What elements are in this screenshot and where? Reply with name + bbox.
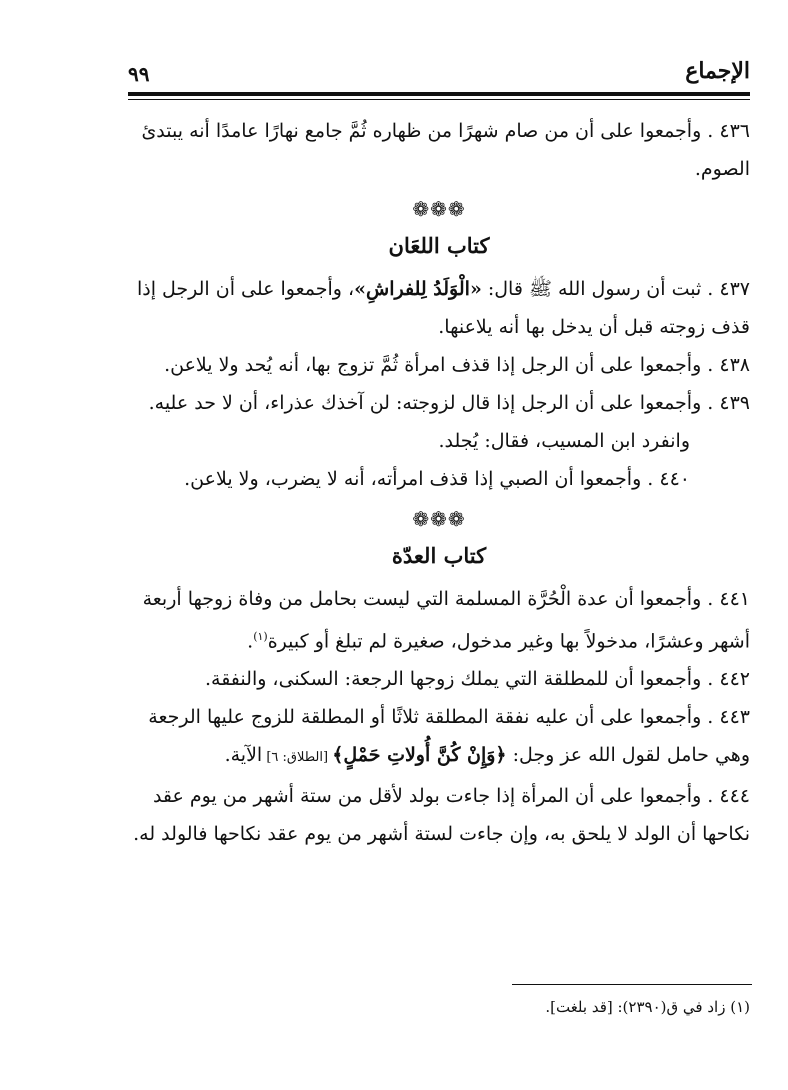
footnote: (١) زاد في ق(٢٣٩٠): [قد بلغت]. <box>545 998 750 1016</box>
paragraph-439: ٤٣٩ . وأجمعوا على أن الرجل إذا قال لزوجته: لن آخذك عذراء، أن لا حد عليه. <box>148 392 750 414</box>
paragraph-438: ٤٣٨ . وأجمعوا على أن الرجل إذا قذف امرأة ثُمَّ تزوج بها، أنه يُحد ولا يلاعن. <box>164 354 750 376</box>
paragraph-444: ٤٤٤ . وأجمعوا على أن المرأة إذا جاءت بولد لأقل من ستة أشهر من يوم عقد نكاحها أن الولد لا يلحق به، وإن جاءت لستة أشهر من يوم عقد نكاحها فالولد له. <box>133 785 750 846</box>
paragraph-443 <box>128 698 750 777</box>
paragraph-442: ٤٤٢ . وأجمعوا أن للمطلقة التي يملك زوجها الرجعة: السكنى، والنفقة. <box>204 668 750 691</box>
paragraph-443-end: الآية. <box>224 744 263 767</box>
hadith-quote: «الْوَلَدُ لِلفراشِ» <box>354 278 482 300</box>
paragraph-437-start: ٤٣٧ . ثبت أن رسول الله ﷺ قال: <box>481 278 750 300</box>
header-rule-thick <box>128 92 750 96</box>
paragraph-441-end: . <box>247 630 254 653</box>
paragraph-437 <box>128 270 750 346</box>
paragraph-437-end: ، وأجمعوا على أن الرجل إذا قذف زوجته قبل أن يدخل بها أنه يلاعنها. <box>136 278 750 338</box>
header-rule-thin <box>128 99 750 100</box>
chapter-title-idda: كتاب العدّة <box>391 543 487 568</box>
section-ornament: ❁❁❁ <box>412 507 466 531</box>
paragraph-440: ٤٤٠ . وأجمعوا أن الصبي إذا قذف امرأته، أنه لا يضرب، ولا يلاعن. <box>184 468 690 490</box>
chapter-title-lian: كتاب اللعَان <box>388 233 490 258</box>
quran-reference: [الطلاق: ٦] <box>262 750 333 766</box>
quran-quote: ﴿وَإِنْ كُنَّ أُولاتِ حَمْلٍ﴾ <box>332 744 507 767</box>
page-header <box>128 52 750 92</box>
paragraph-439-note: وانفرد ابن المسيب، فقال: يُجلد. <box>438 430 690 452</box>
paragraph-436: ٤٣٦ . وأجمعوا على أن من صام شهرًا من ظهاره ثُمَّ جامع نهارًا عامدًا أنه يبتدئ الصوم. <box>141 120 750 180</box>
paragraph-441-text: ٤٤١ . وأجمعوا أن عدة الْحُرَّة المسلمة التي ليست بحامل من وفاة زوجها أربعة أشهر وعشرًا، مدخولاً بها وغير مدخول، صغيرة لم تبلغ أو كبيرة <box>142 588 750 653</box>
page-number: ٩٩ <box>128 62 150 86</box>
footnote-separator <box>512 984 752 985</box>
paragraph-443-start: ٤٤٣ . وأجمعوا على أن عليه نفقة المطلقة ثلاثًا أو المطلقة للزوج عليها الرجعة وهي حامل لقول الله عز وجل: <box>148 706 750 767</box>
footnote-marker: (١) <box>253 630 268 643</box>
section-ornament: ❁❁❁ <box>412 197 466 221</box>
paragraph-441 <box>128 580 750 660</box>
page-body <box>128 112 750 853</box>
book-title: الإجماع <box>685 58 750 84</box>
